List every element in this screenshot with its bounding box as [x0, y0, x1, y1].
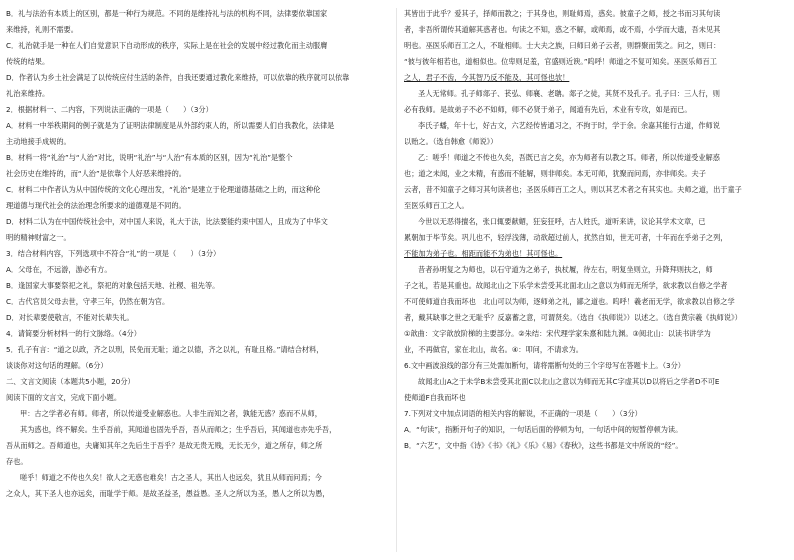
right-text-line: 圣人无常师。孔子师郯子、苌弘、师襄、老聃。郯子之徒，其贤不及孔子。孔子曰：三人行，则	[418, 89, 720, 98]
left-text-line: 吾从而师之。吾师道也，夫庸知其年之先后生于吾乎？是故无贵无贱，无长无少，道之所存，师之所	[6, 441, 323, 450]
left-column	[6, 6, 390, 554]
left-text-line: 礼治来维持。	[6, 89, 50, 98]
right-text-line: 不能加为弟子也。相距而能不为弟也！其可怪也。	[404, 249, 563, 258]
right-text-line: B．“六艺”，文中指《诗》《书》《礼》《乐》《易》《春秋》，这些书都是文中所说的“经”。	[404, 441, 683, 450]
right-text-line: 6.文中画波浪线的部分有三处需加断句，请将需断句处的三个字母写在答题卡上。（3分）	[404, 361, 685, 370]
right-text-line: 李氏子蟠，年十七，好古文，六艺经传皆通习之，不拘于时，学于余。余嘉其能行古道，作师说	[418, 121, 720, 130]
right-text-line: 业，不再做官，家在北山，故名。④：叩问，不请求为。	[404, 345, 583, 354]
left-text-line: D．对长辈要使敬言，不能对长辈失礼。	[6, 313, 134, 322]
left-text-line: 嗟乎！师道之不传也久矣！欲人之无惑也难矣！古之圣人，其出人也远矣，犹且从师而问焉；今	[20, 473, 322, 482]
left-text-line: 主动地接手成规的。	[6, 137, 71, 146]
left-text-line: 传统的结果。	[6, 57, 50, 66]
left-text-line: C．古代官员父母去世，守孝三年，仍然在朝为官。	[6, 297, 170, 306]
left-text-line: 二、文言文阅读（本题共5小题，20分）	[6, 377, 135, 386]
left-text-line: A．父母在，不远游，游必有方。	[6, 265, 112, 274]
left-text-line: C．礼治就手是一种在人们自觉意识下自动形成的秩序，实际上是在社会的发展中经过教化而主动服膺	[6, 41, 328, 50]
column-divider	[396, 8, 397, 552]
right-text-line: 故闻北山A之于未学B未尝受其北面C以北山之意以为师而无其C字虚其以D以将后之学者D不可E	[418, 377, 720, 386]
right-text-line: 今世以无恶得擅名，张口辄要献媚，狂妄狂呼，古人姓氏，道听来讲，议论其学术文章，已	[418, 217, 706, 226]
left-text-line: 3．结合材料内容，下列选项中不符合“礼”的一项是（ ）（3分）	[6, 249, 221, 258]
left-text-line: 明的精神财富之一。	[6, 233, 71, 242]
left-text-line: A．材料一中举秩期间的例子就是为了证明法律制度是从外部约束人的，所以需要人们自我教化，法律是	[6, 121, 335, 130]
right-text-line: 至医乐师百工之人。	[404, 201, 469, 210]
right-text-line: 者，非吾所谓传其道解其惑者也。句读之不知，惑之不解，或师焉，或不焉，小学而大遗，吾未见其	[404, 25, 721, 34]
right-text-line: 7.下列对文中加点词语的相关内容的解说，不正确的一项是（ ）（3分）	[404, 409, 642, 418]
left-text-line: 甲：古之学者必有师。师者，所以传道受业解惑也。人非生而知之者，孰能无惑？惑而不从师，	[20, 409, 322, 418]
right-text-line: 子之礼，若是其重也。故闻北山之下乐学未尝受其北面北山之意以为师而无所学，欲求教以自修之学者	[404, 281, 728, 290]
right-text-line: 累朝加于毕节矣。巩儿也不，轻浮浅薄，动欲超过前人，扰然自如，世无可者，十年而在乎弟子之列，	[404, 233, 728, 242]
left-text-line: B．礼与法治有本质上的区别，都是一种行为规范。不同的是维持礼与法的机构不同，法律要依靠国家	[6, 9, 328, 18]
right-text-line: “彼与彼年相若也，道相似也。位卑则足羞，官盛则近谀。”呜呼！师道之不复可知矣。巫医乐师百工	[404, 57, 717, 66]
right-text-line: 不可使师道自我而坏也 北山可以为师，逐师弟之礼，鄙之道也。呜呼！羲老而无学，欲求教以自修之学	[404, 297, 735, 306]
left-text-line: 社会历史在维持的，而“人治”是依靠个人好恶来维持的。	[6, 169, 186, 178]
left-text-line: B．材料一将“礼治”与“人治”对比，说明“礼治”与“人治”有本质的区别，因为“礼治”是整个	[6, 153, 293, 162]
right-text-line: 使师道F自我而坏也	[404, 393, 466, 402]
right-text-line: 必有我师。是故弟子不必不如师，师不必贤于弟子，闻道有先后，术业有专攻，如是而已。	[404, 105, 692, 114]
left-text-line: 理道德与现代社会的法治理念所要求的道德观是不同的。	[6, 201, 186, 210]
right-text-line: 昔者孙明复之为师也，以石守道为之弟子，执杖履，待左右，明复坐则立，升降拜则扶之，师	[418, 265, 713, 274]
right-text-line: A．“句读”，指断开句子的知识，一句话后面的停顿为句，一句话中间的短暂停顿为读。	[404, 425, 683, 434]
left-text-line: 之众人，其下圣人也亦远矣，而耻学于师。是故圣益圣，愚益愚。圣人之所以为圣，愚人之所以为愚，	[6, 489, 330, 498]
left-text-line: 谈谈你对这句话的理解。（6分）	[6, 361, 108, 370]
right-column	[404, 6, 788, 554]
left-text-line: C．材料二中作者认为从中国传统的文化心理出发，“礼治”是建立于伦理道德基础之上的，而这种伦	[6, 185, 321, 194]
right-text-line: 之人，君子不齿，今其智乃反不能及，其可怪也欤！	[404, 73, 570, 82]
right-text-line: 乙：嗟乎！师道之不传也久矣，吾既已言之矣，亦为师者有以教之耳。师者，所以传道受业解惑	[418, 153, 720, 162]
right-text-line: ①歆曲：文字歆放阶梯的主要部分。②朱结：宋代理学家朱熹和陆九渊。③阅北山：以读书讲学为	[404, 329, 711, 338]
right-text-line: 云者，昔不知童子之师习其句读者也；圣医乐师百工之人，则以其艺术者之有其实也。夫师之道，出于童子	[404, 185, 742, 194]
left-text-line: 4．请简要分析材料一的行文脉络。（4分）	[6, 329, 141, 338]
left-text-line: 阅读下面的文言文，完成下面小题。	[6, 393, 122, 402]
right-text-line: 明也。巫医乐师百工之人，不耻相师。士大夫之族，曰师曰弟子云者，则群聚而笑之。问之，则曰：	[404, 41, 721, 50]
left-text-line: 来维持，礼则不需要。	[6, 25, 78, 34]
left-text-line: 存也。	[6, 457, 28, 466]
right-text-line: 其皆出于此乎？爱其子，择师而教之；于其身也，则耻师焉，惑矣。彼童子之师，授之书而习其句读	[404, 9, 721, 18]
left-text-line: 5．孔子有言：“道之以政，齐之以刑，民免而无耻；道之以德，齐之以礼，有耻且格。”请结合材料，	[6, 345, 324, 354]
left-text-line: 2．根据材料一、二内容，下列说法正确的一项是（ ）（3分）	[6, 105, 213, 114]
left-text-line: 其为惑也，终不解矣。生乎吾前，其闻道也固先乎吾，吾从而师之；生乎吾后，其闻道也亦先乎吾，	[20, 425, 337, 434]
left-text-line: D．作者认为乡土社会满足了以传统应付生活的条件，自我还要通过教化来维持，可以依靠的秩序就可以依靠	[6, 73, 350, 82]
right-text-line: 以贻之。（选自韩愈《师说》）	[404, 137, 498, 146]
left-text-line: D．材料二认为在中国传统社会中，对中国人来说，礼大于法，比法要能约束中国人，且成为了中华文	[6, 217, 328, 226]
right-text-line: 也；道之未闻，业之未精，有惑而不能解，则非师矣。本无可师，犹聚而问焉，亦非师矣。夫子	[404, 169, 706, 178]
right-text-line: 者，戴其缺事之世之无耻乎？反嘉蓄之意，可谓贤矣。（选自《执师说》）以述之。（选自黄宗羲《执师说》）	[404, 313, 742, 322]
left-text-line: B．逢国家大事要祭祀之礼，祭祀的对象包括天地、社稷、祖先等。	[6, 281, 220, 290]
